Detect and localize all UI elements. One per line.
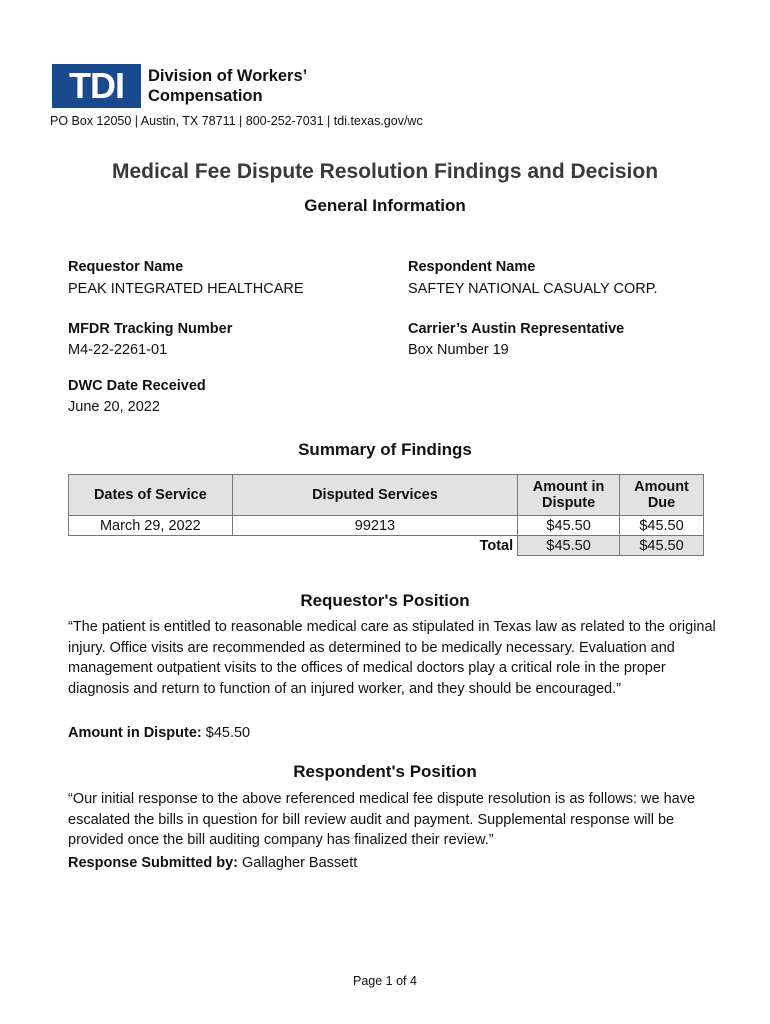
total-row — [69, 536, 704, 556]
tracking-number-value: M4-22-2261-01 — [68, 342, 168, 358]
tracking-number-label: MFDR Tracking Number — [68, 321, 233, 337]
date-received-value: June 20, 2022 — [68, 399, 160, 415]
address-line: PO Box 12050 | Austin, TX 78711 | 800-252-7031 | tdi.texas.gov/wc — [50, 114, 423, 128]
cell-amount-due: $45.50 — [620, 516, 704, 536]
amount-in-dispute-label: Amount in Dispute: — [68, 725, 202, 741]
date-received-label: DWC Date Received — [68, 378, 206, 394]
general-information-heading: General Information — [304, 196, 466, 215]
requestor-name-value: PEAK INTEGRATED HEALTHCARE — [68, 281, 304, 297]
respondent-position-heading: Respondent's Position — [293, 762, 477, 781]
page-number: Page 1 of 4 — [353, 974, 417, 988]
document-title: Medical Fee Dispute Resolution Findings and Decision — [111, 160, 659, 183]
respondent-position-text: “Our initial response to the above referenced medical fee dispute resolution is as follows: we have escalated the bills in question for bill review audit and payment. Supplemental response will be provided once the bill auditing company has finalized their review.” — [68, 791, 696, 848]
response-submitted-label: Response Submitted by: — [68, 855, 238, 871]
total-label: Total — [479, 537, 514, 554]
division-name-line2: Compensation — [148, 87, 263, 105]
requestor-name-label: Requestor Name — [68, 259, 184, 275]
amount-in-dispute-value: $45.50 — [205, 725, 251, 741]
cell-service: 99213 — [232, 516, 517, 536]
header-amount-in-dispute: Amount in Dispute — [518, 475, 620, 516]
carrier-representative-value: Box Number 19 — [408, 342, 509, 358]
header-amount-due: Amount Due — [620, 475, 704, 516]
requestor-position-heading: Requestor's Position — [300, 591, 470, 610]
division-name — [148, 66, 307, 106]
division-name-line1: Division of Workers’ — [148, 67, 308, 85]
total-amount-due: $45.50 — [620, 536, 704, 556]
cell-amount-dispute: $45.50 — [518, 516, 620, 536]
header-dates-of-service: Dates of Service — [69, 475, 233, 516]
summary-table — [68, 474, 704, 556]
requestor-position-text: “The patient is entitled to reasonable medical care as stipulated in Texas law as related to the original injury. Office visits are recommended as determined to be medically necessary. Evaluation and management outpatient visits to the offices of medical doctors play a critical role in the proper diagnosis and return to function of an injured worker, and they should be encouraged.” — [68, 619, 716, 697]
respondent-name-label: Respondent Name — [408, 259, 536, 275]
header-disputed-services: Disputed Services — [232, 475, 517, 516]
cell-date: March 29, 2022 — [69, 516, 233, 536]
summary-heading: Summary of Findings — [298, 440, 472, 459]
tdi-logo: TDI — [52, 64, 141, 108]
response-submitted-line — [68, 855, 357, 871]
response-submitted-value: Gallagher Bassett — [242, 855, 358, 871]
amount-in-dispute-line — [68, 725, 250, 741]
carrier-representative-label: Carrier’s Austin Representative — [408, 321, 625, 337]
respondent-name-value: SAFTEY NATIONAL CASUALY CORP. — [408, 281, 658, 297]
table-row — [69, 516, 704, 536]
total-amount-dispute: $45.50 — [518, 536, 620, 556]
summary-header-row — [69, 475, 704, 516]
